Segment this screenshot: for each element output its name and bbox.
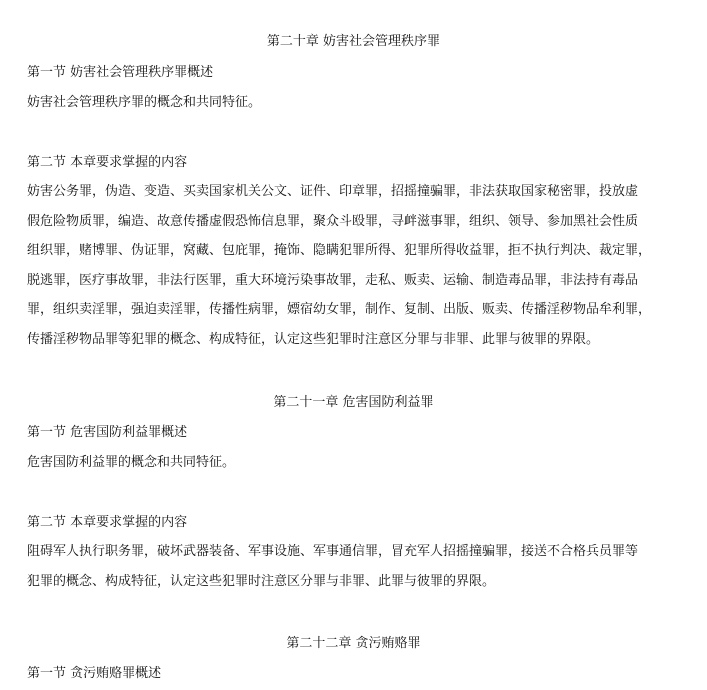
section-heading: 第二节 本章要求掌握的内容 xyxy=(27,155,188,170)
chapter-title: 第二十一章 危害国防利益罪 xyxy=(273,395,434,410)
paragraph-line: 妨害公务罪，伪造、变造、买卖国家机关公文、证件、印章罪，招摇撞骗罪，非法获取国家秘密罪，投放虚 xyxy=(27,184,639,199)
paragraph-line: 妨害社会管理秩序罪的概念和共同特征。 xyxy=(27,95,262,110)
section-heading: 第一节 贪污贿赂罪概述 xyxy=(27,666,162,681)
paragraph-line: 假危险物质罪，编造、故意传播虚假恐怖信息罪，聚众斗殴罪，寻衅滋事罪，组织、领导、参加黑社会性质 xyxy=(27,214,639,229)
paragraph-line: 脱逃罪，医疗事故罪，非法行医罪，重大环境污染事故罪，走私、贩卖、运输、制造毒品罪，非法持有毒品 xyxy=(27,273,639,288)
paragraph-line: 危害国防利益罪的概念和共同特征。 xyxy=(27,455,236,470)
paragraph-line: 传播淫秽物品罪等犯罪的概念、构成特征，认定这些犯罪时注意区分罪与非罪、此罪与彼罪的界限。 xyxy=(27,332,600,347)
paragraph-line: 罪，组织卖淫罪，强迫卖淫罪，传播性病罪，嫖宿幼女罪，制作、复制、出版、贩卖、传播淫秽物品牟利罪， xyxy=(27,302,652,317)
chapter-title: 第二十二章 贪污贿赂罪 xyxy=(286,636,421,651)
section-heading: 第一节 危害国防利益罪概述 xyxy=(27,425,188,440)
chapter-title: 第二十章 妨害社会管理秩序罪 xyxy=(266,34,441,49)
paragraph-line: 犯罪的概念、构成特征，认定这些犯罪时注意区分罪与非罪、此罪与彼罪的界限。 xyxy=(27,574,496,589)
section-heading: 第一节 妨害社会管理秩序罪概述 xyxy=(27,65,214,80)
section-heading: 第二节 本章要求掌握的内容 xyxy=(27,515,188,530)
paragraph-line: 组织罪，赌博罪、伪证罪，窝藏、包庇罪，掩饰、隐瞒犯罪所得、犯罪所得收益罪，拒不执行判决、裁定罪， xyxy=(27,243,652,258)
paragraph-line: 阻碍军人执行职务罪，破坏武器装备、军事设施、军事通信罪，冒充军人招摇撞骗罪，接送不合格兵员罪等 xyxy=(27,544,639,559)
